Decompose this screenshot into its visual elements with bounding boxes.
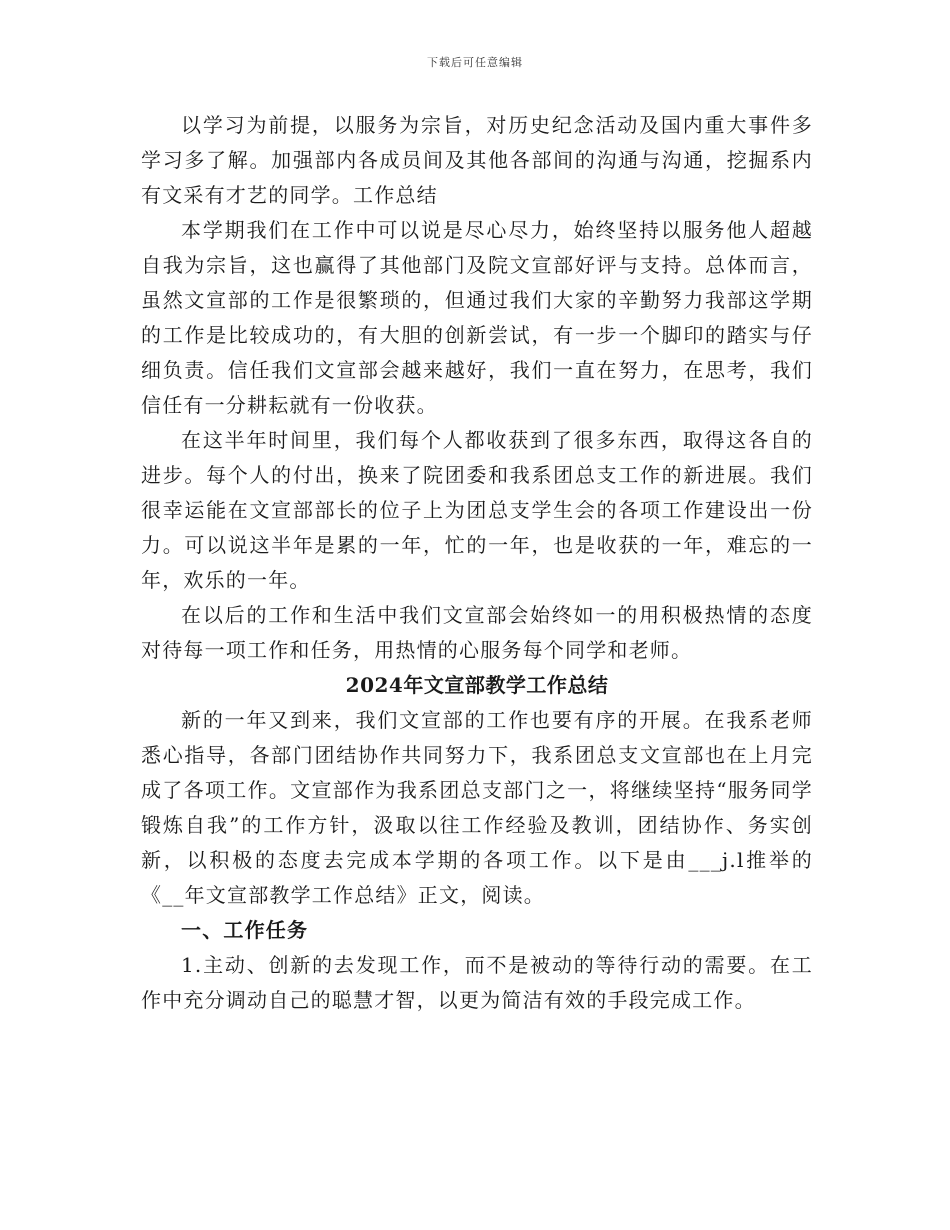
document-body xyxy=(141,108,813,1018)
body-paragraph: 1.主动、创新的去发现工作，而不是被动的等待行动的需要。在工作中充分调动自己的聪慧才智，以更为简洁有效的手段完成工作。 xyxy=(141,953,813,1012)
section-heading: 一、工作任务 xyxy=(181,918,309,942)
document-title: 2024年文宣部教学工作总结 xyxy=(345,673,609,697)
body-paragraph: 在以后的工作和生活中我们文宣部会始终如一的用积极热情的态度对待每一项工作和任务，用热情的心服务每个同学和老师。 xyxy=(141,603,813,662)
body-paragraph: 以学习为前提，以服务为宗旨，对历史纪念活动及国内重大事件多学习多了解。加强部内各成员间及其他各部间的沟通与沟通，挖掘系内有文采有才艺的同学。工作总结 xyxy=(141,113,813,207)
body-paragraph: 新的一年又到来，我们文宣部的工作也要有序的开展。在我系老师悉心指导，各部门团结协作共同努力下，我系团总支文宣部也在上月完成了各项工作。文宣部作为我系团总支部门之一，将继续坚持“服务同学锻炼自我”的工作方针，汲取以往工作经验及教训，团结协作、务实创新，以积极的态度去完成本学期的各项工作。以下是由___j.l推举的《__年文宣部教学工作总结》正文，阅读。 xyxy=(141,708,813,907)
header-note: 下载后可任意编辑 xyxy=(427,56,523,69)
body-paragraph: 本学期我们在工作中可以说是尽心尽力，始终坚持以服务他人超越自我为宗旨，这也赢得了其他部门及院文宣部好评与支持。总体而言，虽然文宣部的工作是很繁琐的，但通过我们大家的辛勤努力我部这学期的工作是比较成功的，有大胆的创新尝试，有一步一个脚印的踏实与仔细负责。信任我们文宣部会越来越好，我们一直在努力，在思考，我们信任有一分耕耘就有一份收获。 xyxy=(141,218,813,417)
body-paragraph: 在这半年时间里，我们每个人都收获到了很多东西，取得这各自的进步。每个人的付出，换来了院团委和我系团总支工作的新进展。我们很幸运能在文宣部部长的位子上为团总支学生会的各项工作建设出一份力。可以说这半年是累的一年，忙的一年，也是收获的一年，难忘的一年，欢乐的一年。 xyxy=(141,428,813,592)
